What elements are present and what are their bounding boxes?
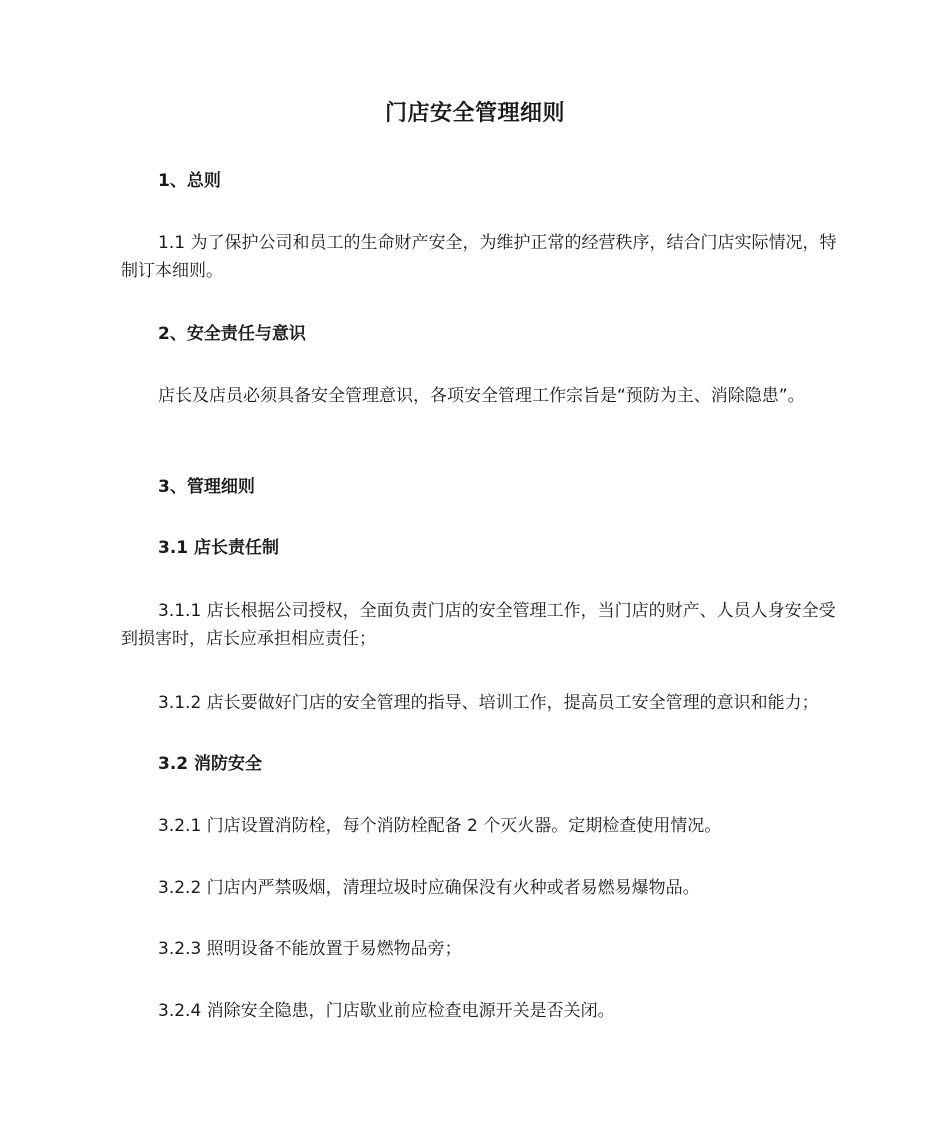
subsection-heading-3-1: 3.1 店长责任制	[158, 538, 280, 558]
paragraph-3-2-2: 3.2.2 门店内严禁吸烟，清理垃圾时应确保没有火种或者易燃易爆物品。	[158, 878, 700, 898]
section-heading-safety-responsibility: 2、安全责任与意识	[158, 324, 306, 344]
paragraph-3-2-4: 3.2.4 消除安全隐患，门店歇业前应检查电源开关是否关闭。	[158, 1001, 615, 1021]
paragraph-2-body: 店长及店员必须具备安全管理意识，各项安全管理工作宗旨是“预防为主、消除隐患”。	[158, 386, 805, 406]
section-heading-management-rules: 3、管理细则	[158, 477, 255, 497]
section-heading-general: 1、总则	[158, 171, 221, 191]
document-title: 门店安全管理细则	[384, 101, 565, 126]
paragraph-3-2-3: 3.2.3 照明设备不能放置于易燃物品旁；	[158, 939, 462, 959]
subsection-heading-3-2: 3.2 消防安全	[158, 754, 263, 774]
paragraph-1-1: 1.1 为了保护公司和员工的生命财产安全，为维护正常的经营秩序，结合门店实际情况，特制订本细则。	[121, 233, 837, 281]
paragraph-3-1-2: 3.1.2 店长要做好门店的安全管理的指导、培训工作，提高员工安全管理的意识和能力；	[158, 693, 819, 713]
paragraph-3-1-1: 3.1.1 店长根据公司授权，全面负责门店的安全管理工作，当门店的财产、人员人身安全受到损害时，店长应承担相应责任；	[121, 601, 836, 649]
paragraph-3-2-1: 3.2.1 门店设置消防栓，每个消防栓配备 2 个灭火器。定期检查使用情况。	[158, 816, 722, 836]
